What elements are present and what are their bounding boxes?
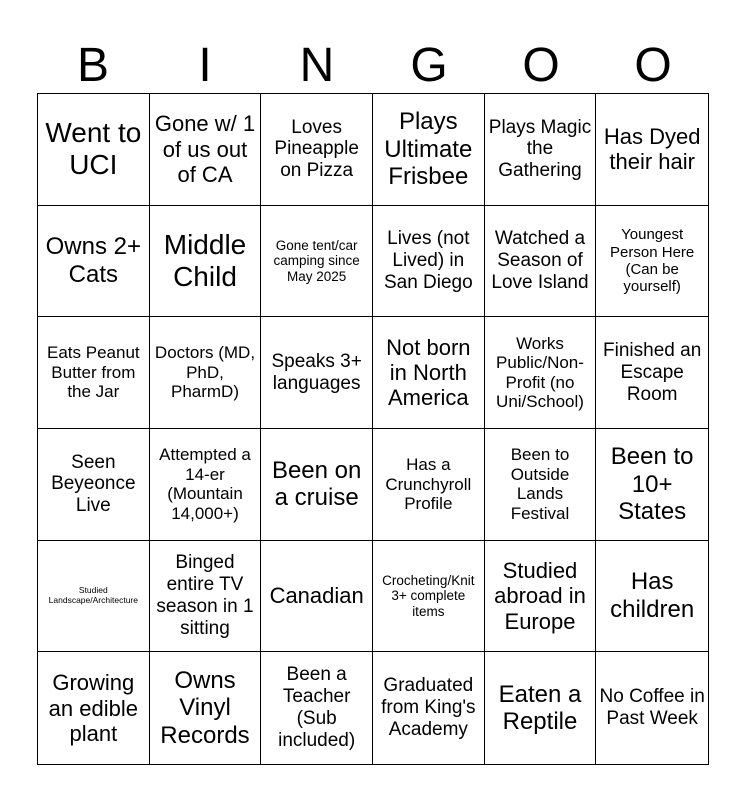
- bingo-cell[interactable]: Studied abroad in Europe: [485, 541, 597, 653]
- bingo-cell[interactable]: Binged entire TV season in 1 sitting: [150, 541, 262, 653]
- bingo-cell[interactable]: Not born in North America: [373, 317, 485, 429]
- bingo-cell[interactable]: Been to 10+ States: [596, 429, 708, 541]
- bingo-cell[interactable]: Been to Outside Lands Festival: [485, 429, 597, 541]
- bingo-cell[interactable]: Eats Peanut Butter from the Jar: [38, 317, 150, 429]
- bingo-cell[interactable]: Lives (not Lived) in San Diego: [373, 206, 485, 318]
- bingo-cell[interactable]: Gone tent/car camping since May 2025: [261, 206, 373, 318]
- bingo-cell[interactable]: Works Public/Non-Profit (no Uni/School): [485, 317, 597, 429]
- bingo-cell[interactable]: Speaks 3+ languages: [261, 317, 373, 429]
- bingo-grid: [37, 93, 709, 765]
- bingo-cell[interactable]: Has Dyed their hair: [596, 94, 708, 206]
- bingo-cell[interactable]: Studied Landscape/Architecture: [38, 541, 150, 653]
- bingo-cell[interactable]: Attempted a 14-er (Mountain 14,000+): [150, 429, 262, 541]
- bingo-cell[interactable]: Owns Vinyl Records: [150, 652, 262, 764]
- bingo-cell[interactable]: Has children: [596, 541, 708, 653]
- bingo-cell[interactable]: No Coffee in Past Week: [599, 686, 705, 730]
- bingo-cell[interactable]: Has a Crunchyroll Profile: [373, 429, 485, 541]
- header-letter-o: O: [522, 39, 560, 92]
- bingo-cell[interactable]: Owns 2+ Cats: [38, 206, 150, 318]
- bingo-cell[interactable]: Doctors (MD, PhD, PharmD): [150, 317, 262, 429]
- bingo-cell[interactable]: Gone w/ 1 of us out of CA: [150, 94, 262, 206]
- bingo-cell[interactable]: Watched a Season of Love Island: [485, 206, 597, 318]
- bingo-cell[interactable]: Plays Ultimate Frisbee: [373, 94, 485, 206]
- header-letter-n: N: [299, 39, 335, 92]
- bingo-cell[interactable]: Finished an Escape Room: [596, 317, 708, 429]
- bingo-cell[interactable]: Middle Child: [150, 206, 262, 318]
- bingo-cell[interactable]: Plays Magic the Gathering: [485, 94, 597, 206]
- bingo-cell[interactable]: Been a Teacher (Sub included): [261, 652, 373, 764]
- bingo-cell[interactable]: Went to UCI: [38, 94, 150, 206]
- header-letter-b: B: [76, 39, 109, 92]
- header-letter-o2: O: [634, 39, 672, 92]
- bingo-cell[interactable]: Eaten a Reptile: [485, 652, 597, 764]
- bingo-cell[interactable]: Been on a cruise: [261, 429, 373, 541]
- bingo-header: [37, 38, 709, 94]
- bingo-cell[interactable]: Seen Beyeonce Live: [38, 429, 150, 541]
- bingo-cell[interactable]: Growing an edible plant: [38, 652, 150, 764]
- bingo-cell[interactable]: Graduated from King's Academy: [373, 652, 485, 764]
- header-letter-g: G: [410, 39, 448, 92]
- bingo-cell[interactable]: Loves Pineapple on Pizza: [261, 94, 373, 206]
- bingo-cell[interactable]: Crocheting/Knit 3+ complete items: [373, 541, 485, 653]
- bingo-cell[interactable]: Canadian: [261, 541, 373, 653]
- bingo-cell[interactable]: Youngest Person Here (Can be yourself): [596, 206, 708, 318]
- header-letter-i: I: [198, 39, 212, 92]
